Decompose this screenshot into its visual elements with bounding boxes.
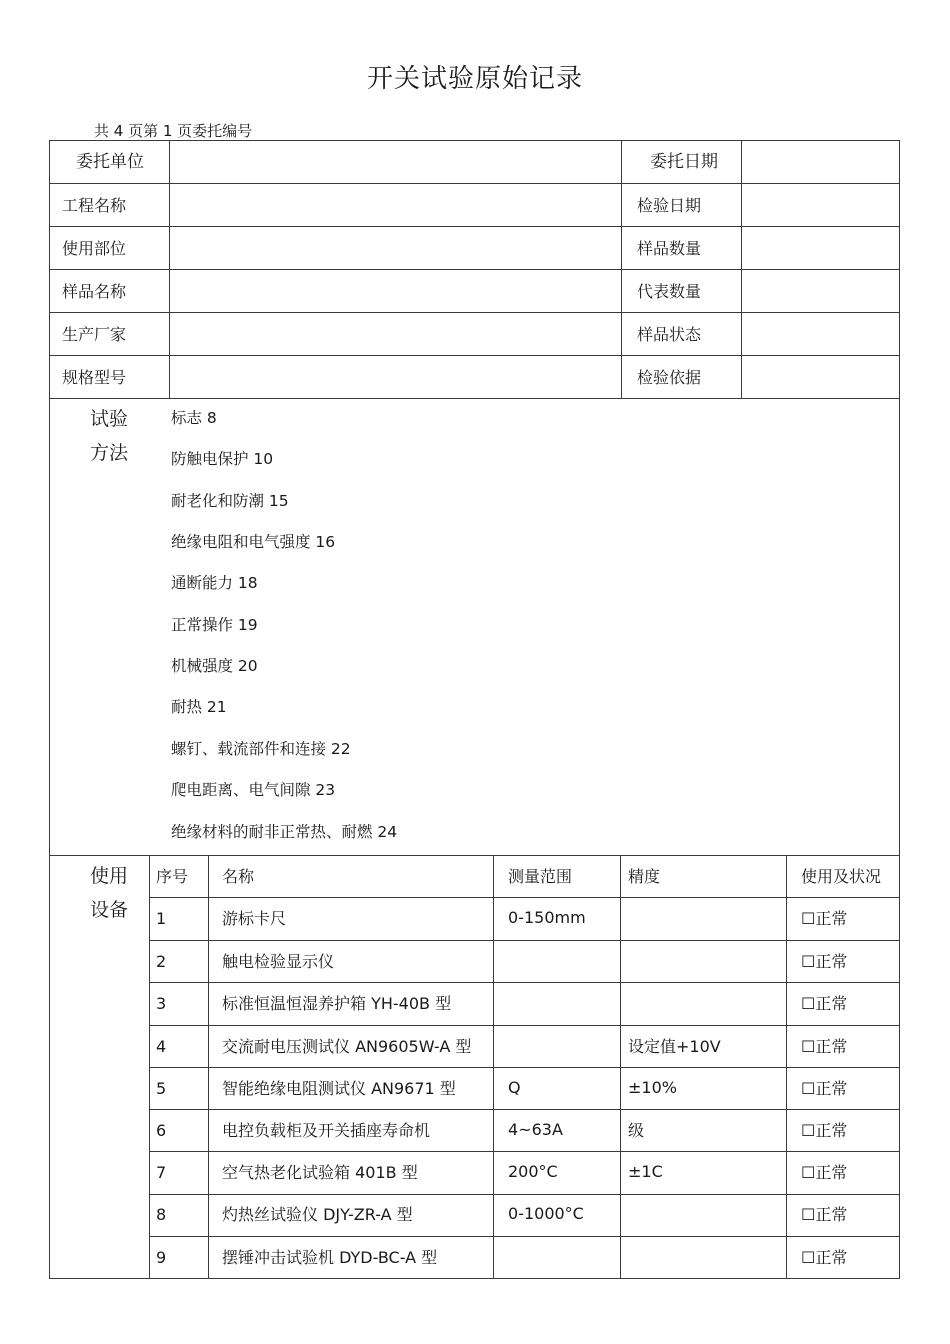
row-precision: ±10%	[628, 1078, 677, 1097]
row-name: 标准恒温恒湿养护箱 YH-40B 型	[222, 994, 452, 1013]
method-item: 螺钉、载流部件和连接 22	[171, 740, 351, 758]
page-count-commission-number: 共 4 页第 1 页委托编号	[94, 122, 253, 140]
row-name: 电控负载柜及开关插座寿命机	[222, 1121, 431, 1140]
status-normal-checkbox[interactable]: ☐正常	[801, 1121, 848, 1140]
row-no: 2	[156, 952, 167, 971]
column-header-no: 序号	[156, 867, 189, 886]
method-item: 正常操作 19	[171, 616, 258, 634]
status-normal-checkbox[interactable]: ☐正常	[801, 1205, 848, 1224]
column-header-status: 使用及状况	[801, 867, 882, 886]
row-range: 0-150mm	[508, 908, 586, 927]
status-normal-checkbox[interactable]: ☐正常	[801, 1248, 848, 1267]
usage-location-field[interactable]	[170, 227, 621, 269]
row-name: 智能绝缘电阻测试仪 AN9671 型	[222, 1079, 456, 1098]
specification-model-field[interactable]	[170, 356, 621, 398]
row-no: 9	[156, 1248, 167, 1267]
row-name: 空气热老化试验箱 401B 型	[222, 1163, 418, 1182]
label-inspection-date: 检验日期	[637, 196, 702, 215]
row-range: 4~63A	[508, 1120, 563, 1139]
status-normal-checkbox[interactable]: ☐正常	[801, 994, 848, 1013]
label-sample-condition: 样品状态	[637, 325, 702, 344]
method-item: 绝缘材料的耐非正常热、耐燃 24	[171, 823, 398, 841]
label-commission-date: 委托日期	[650, 152, 718, 172]
sample-name-field[interactable]	[170, 270, 621, 312]
status-normal-checkbox[interactable]: ☐正常	[801, 1163, 848, 1182]
row-range: Q	[508, 1078, 521, 1097]
row-no: 4	[156, 1037, 167, 1056]
project-name-field[interactable]	[170, 184, 621, 226]
method-item: 耐热 21	[171, 698, 227, 716]
label-manufacturer: 生产厂家	[62, 325, 127, 344]
label-sample-quantity: 样品数量	[637, 239, 702, 258]
column-header-precision: 精度	[628, 867, 661, 886]
commission-date-field[interactable]	[742, 141, 899, 183]
label-usage-location: 使用部位	[62, 239, 127, 258]
label-inspection-basis: 检验依据	[637, 368, 702, 387]
method-item: 防触电保护 10	[171, 450, 274, 468]
status-normal-checkbox[interactable]: ☐正常	[801, 1079, 848, 1098]
column-header-name: 名称	[222, 867, 255, 886]
label-sample-name: 样品名称	[62, 282, 127, 301]
sample-quantity-field[interactable]	[742, 227, 899, 269]
row-no: 8	[156, 1205, 167, 1224]
representative-quantity-field[interactable]	[742, 270, 899, 312]
row-no: 5	[156, 1079, 167, 1098]
inspection-date-field[interactable]	[742, 184, 899, 226]
row-no: 6	[156, 1121, 167, 1140]
row-no: 7	[156, 1163, 167, 1182]
method-item: 标志 8	[171, 409, 217, 427]
row-precision: ±1C	[628, 1162, 663, 1181]
status-normal-checkbox[interactable]: ☐正常	[801, 1037, 848, 1056]
client-unit-field[interactable]	[170, 141, 621, 183]
status-normal-checkbox[interactable]: ☐正常	[801, 952, 848, 971]
row-name: 触电检验显示仪	[222, 952, 335, 971]
page-title: 开关试验原始记录	[366, 64, 583, 94]
label-project-name: 工程名称	[62, 196, 127, 215]
row-name: 交流耐电压测试仪 AN9605W-A 型	[222, 1037, 472, 1056]
row-no: 1	[156, 909, 167, 928]
method-item: 绝缘电阻和电气强度 16	[171, 533, 336, 551]
label-client-unit: 委托单位	[76, 152, 144, 172]
row-no: 3	[156, 994, 167, 1013]
method-item: 爬电距离、电气间隙 23	[171, 781, 336, 799]
column-header-range: 测量范围	[508, 867, 573, 886]
method-item: 耐老化和防潮 15	[171, 492, 289, 510]
row-range: 0-1000°C	[508, 1204, 584, 1223]
row-name: 游标卡尺	[222, 909, 287, 928]
test-methods-label: 试验 方法	[89, 408, 128, 464]
row-precision: 级	[628, 1121, 645, 1140]
row-precision: 设定值+10V	[628, 1037, 721, 1056]
sample-condition-field[interactable]	[742, 313, 899, 355]
row-name: 灼热丝试验仪 DJY-ZR-A 型	[222, 1205, 413, 1224]
equipment-label: 使用 设备	[89, 865, 128, 921]
label-representative-quantity: 代表数量	[637, 282, 702, 301]
row-range: 200°C	[508, 1162, 558, 1181]
method-item: 机械强度 20	[171, 657, 258, 675]
method-item: 通断能力 18	[171, 574, 258, 592]
row-name: 摆锤冲击试验机 DYD-BC-A 型	[222, 1248, 438, 1267]
manufacturer-field[interactable]	[170, 313, 621, 355]
label-specification-model: 规格型号	[62, 368, 127, 387]
inspection-basis-field[interactable]	[742, 356, 899, 398]
status-normal-checkbox[interactable]: ☐正常	[801, 909, 848, 928]
